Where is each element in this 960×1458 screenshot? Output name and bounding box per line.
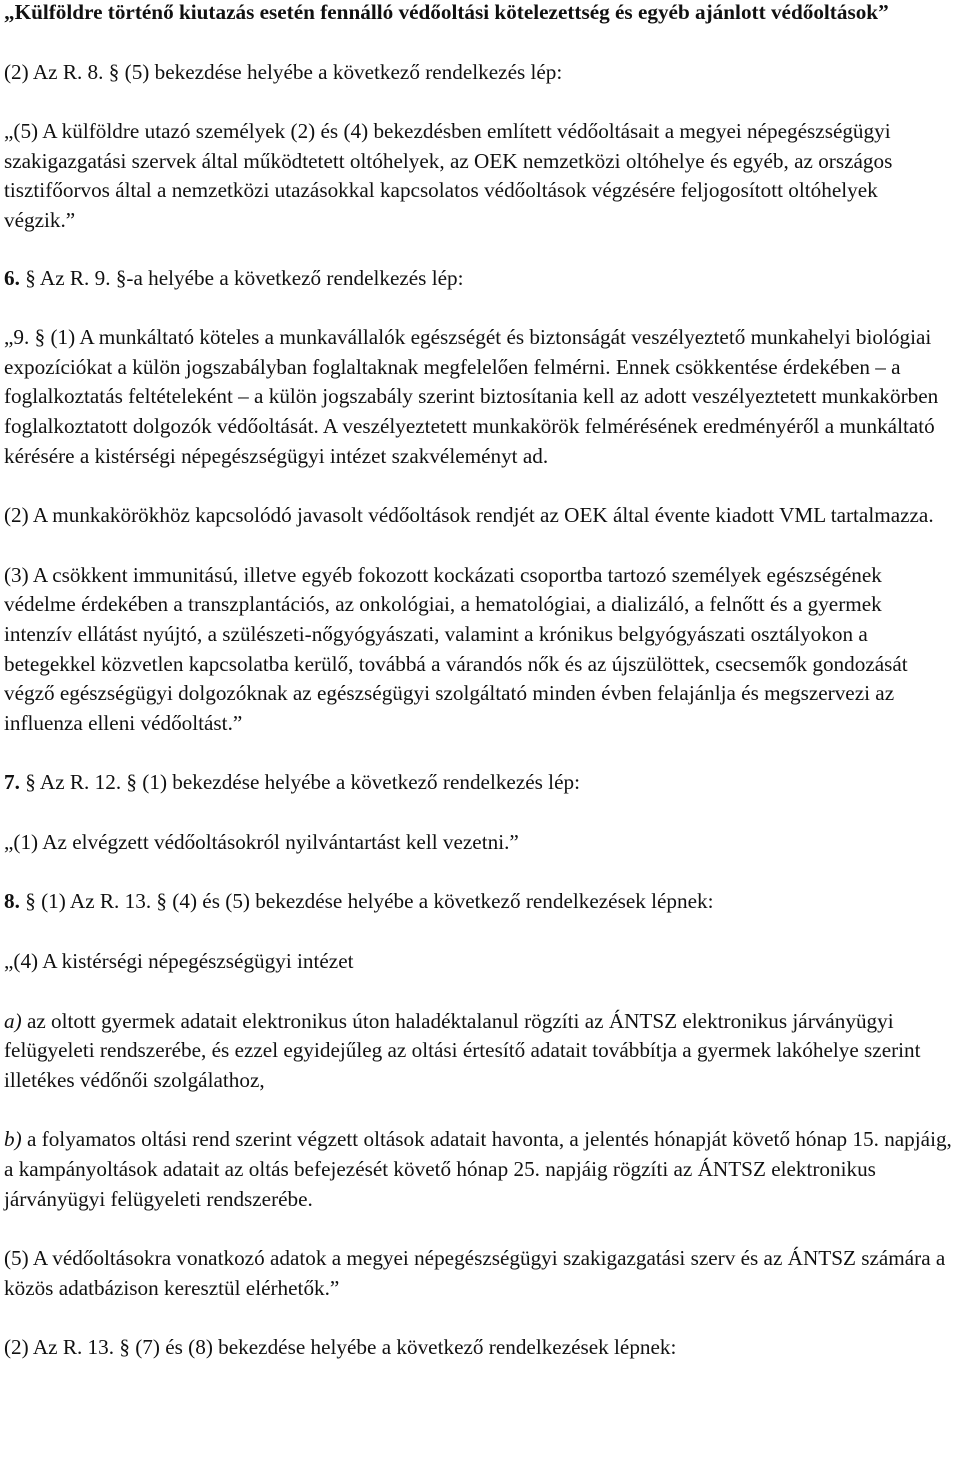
paragraph-13-7-8: (2) Az R. 13. § (7) és (8) bekezdése helyébe a következő rendelkezések lépnek:	[4, 1335, 677, 1360]
paragraph-section-8	[4, 887, 954, 917]
paragraph-13-4: „(4) A kistérségi népegészségügyi intézet	[4, 949, 354, 974]
section-number: 8.	[4, 889, 20, 914]
paragraph-section-6	[4, 264, 954, 294]
paragraph-13-4-a	[4, 1007, 954, 1096]
point-text: az oltott gyermek adatait elektronikus úton haladéktalanul rögzíti az ÁNTSZ elektronikus járványügyi felügyeleti rendszerébe, és ezzel egyidejűleg az oltási értesítő adatait továbbítja a gyermek lakóhelye szerint illetékes védőnői szolgálathoz,	[4, 1008, 921, 1092]
point-label: a)	[4, 1008, 22, 1033]
point-text: a folyamatos oltási rend szerint végzett oltások adatait havonta, a jelentés hónapját követő hónap 15. napjáig, a kampányoltások adatait az oltás befejezését követő hónap 25. napjáig rögzíti az ÁNTSZ elektronikus járványügyi felügyeleti rendszerébe.	[4, 1127, 952, 1211]
paragraph-9-1: „9. § (1) A munkáltató köteles a munkavállalók egészségét és biztonságát veszélyeztető munkahelyi biológiai expozíciókat a külön jogszabályban foglaltaknak megfelelően felmérni. Ennek csökkentése érdekében – a foglalkoztatás feltételeként – a külön jogszabály szerint biztosítania kell az adott veszélyeztetett munkakörben foglalkoztatott dolgozók védőoltását. A veszélyeztetett munkakörök felmérésének eredményéről a munkáltató kérésére a kistérségi népegészségügyi intézet szakvéleményt ad.	[4, 325, 939, 468]
paragraph-section-7	[4, 768, 954, 798]
section-number: 7.	[4, 770, 20, 795]
section-number: 6.	[4, 265, 20, 290]
paragraph-8-5: „(5) A külföldre utazó személyek (2) és (4) bekezdésben említett védőoltásait a megyei népegészségügyi szakigazgatási szervek által működtetett oltóhelyek, az OEK nemzetközi oltóhelye és egyéb, az országos tisztifőorvos által a nemzetközi utazásokkal kapcsolatos védőoltások végzésére feljogosított oltóhelyek végzik.”	[4, 119, 893, 232]
section-title: „Külföldre történő kiutazás esetén fennálló védőoltási kötelezettség és egyéb ajánlott védőoltások”	[4, 0, 889, 24]
paragraph-9-3: (3) A csökkent immunitású, illetve egyéb fokozott kockázati csoportba tartozó személyek egészségének védelme érdekében a transzplantációs, az onkológiai, a hematológiai, a dializáló, a felnőtt és a gyermek intenzív ellátást nyújtó, a szülészeti-nőgyógyászati, valamint a krónikus belgyógyászati osztályokon a betegekkel közvetlen kapcsolatba kerülő, továbbá a várandós nők és az újszülöttek, csecsemők gondozását végző egészségügyi dolgozóknak az egészségügyi szolgáltató minden évben felajánlja és megszervezi az influenza elleni védőoltást.”	[4, 562, 908, 735]
section-text: § Az R. 12. § (1) bekezdése helyébe a következő rendelkezés lép:	[19, 770, 580, 795]
section-text: § Az R. 9. §-a helyébe a következő rendelkezés lép:	[19, 265, 464, 290]
paragraph-13-5: (5) A védőoltásokra vonatkozó adatok a megyei népegészségügyi szakigazgatási szerv és az ÁNTSZ számára a közös adatbázison keresztül elérhetők.”	[4, 1246, 946, 1300]
paragraph-amendment-8: (2) Az R. 8. § (5) bekezdése helyébe a következő rendelkezés lép:	[4, 59, 563, 84]
paragraph-12-1: „(1) Az elvégzett védőoltásokról nyilvántartást kell vezetni.”	[4, 829, 519, 854]
section-text: § (1) Az R. 13. § (4) és (5) bekezdése helyébe a következő rendelkezések lépnek:	[19, 889, 714, 914]
paragraph-9-2: (2) A munkakörökhöz kapcsolódó javasolt védőoltások rendjét az OEK által évente kiadott VML tartalmazza.	[4, 503, 934, 528]
point-label: b)	[4, 1127, 22, 1152]
paragraph-13-4-b	[4, 1125, 954, 1214]
